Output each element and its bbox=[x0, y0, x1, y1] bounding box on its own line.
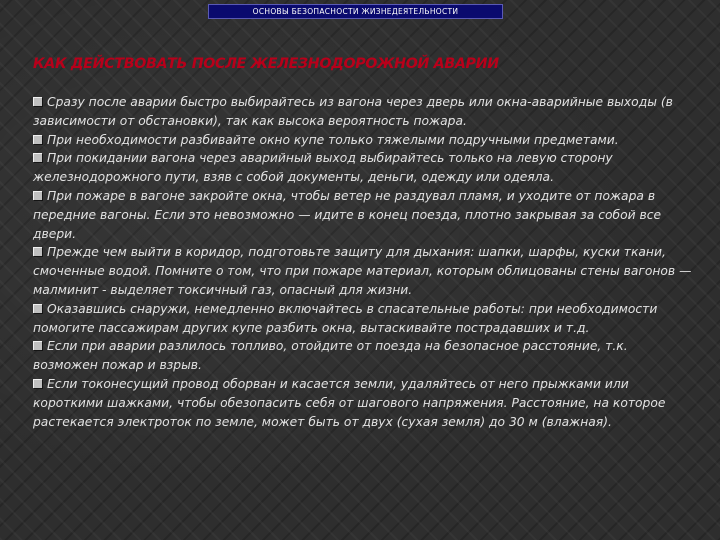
square-bullet-icon bbox=[33, 97, 42, 106]
list-item-text: Если токонесущий провод оборван и касается земли, удаляйтесь от него прыжками или короткими шажками, чтобы обезопасить себя от шагового напряжения. Расстояние, на которое растекается электроток по земле, может быть от двух (сухая земля) до 30 м (влажная). bbox=[33, 376, 666, 429]
square-bullet-icon bbox=[33, 191, 42, 200]
header-banner bbox=[208, 4, 503, 19]
list-item bbox=[33, 93, 695, 131]
list-item bbox=[33, 243, 695, 299]
list-item-text: При необходимости разбивайте окно купе только тяжелыми подручными предметами. bbox=[47, 132, 619, 147]
list-item bbox=[33, 375, 695, 431]
square-bullet-icon bbox=[33, 135, 42, 144]
square-bullet-icon bbox=[33, 247, 42, 256]
list-item bbox=[33, 300, 695, 338]
square-bullet-icon bbox=[33, 153, 42, 162]
list-item-text: При пожаре в вагоне закройте окна, чтобы ветер не раздувал пламя, и уходите от пожара в передние вагоны. Если это невозможно — идите в конец поезда, плотно закрывая за собой все двери. bbox=[33, 188, 662, 241]
list-item bbox=[33, 131, 695, 150]
list-item-text: При покидании вагона через аварийный выход выбирайтесь только на левую сторону железнодорожного пути, взяв с собой документы, деньги, одежду или одеяла. bbox=[33, 151, 613, 185]
slide-title: КАК ДЕЙСТВОВАТЬ ПОСЛЕ ЖЕЛЕЗНОДОРОЖНОЙ АВАРИИ bbox=[33, 56, 499, 72]
list-item-text: Оказавшись снаружи, немедленно включайтесь в спасательные работы: при необходимости помогите пассажирам других купе разбить окна, вытаскивайте пострадавших и т.д. bbox=[33, 301, 658, 335]
list-item bbox=[33, 187, 695, 243]
list-item-text: Сразу после аварии быстро выбирайтесь из вагона через дверь или окна-аварийные выходы (в зависимости от обстановки), так как высока вероятность пожара. bbox=[33, 95, 673, 128]
list-item-text: Прежде чем выйти в коридор, подготовьте защиту для дыхания: шапки, шарфы, куски ткани, смоченные водой. Помните о том, что при пожаре материал, которым облицованы стены вагонов — малминит - выделяет токсичный газ, опасный для жизни. bbox=[33, 245, 692, 297]
list-item bbox=[33, 149, 695, 187]
square-bullet-icon bbox=[33, 379, 42, 388]
list-item bbox=[33, 337, 695, 375]
square-bullet-icon bbox=[33, 341, 42, 350]
square-bullet-icon bbox=[33, 304, 42, 313]
header-title: ОСНОВЫ БЕЗОПАСНОСТИ ЖИЗНЕДЕЯТЕЛЬНОСТИ bbox=[252, 7, 459, 16]
bullet-list bbox=[33, 93, 695, 431]
list-item-text: Если при аварии разлилось топливо, отойдите от поезда на безопасное расстояние, т.к. возможен пожар и взрыв. bbox=[33, 339, 628, 373]
